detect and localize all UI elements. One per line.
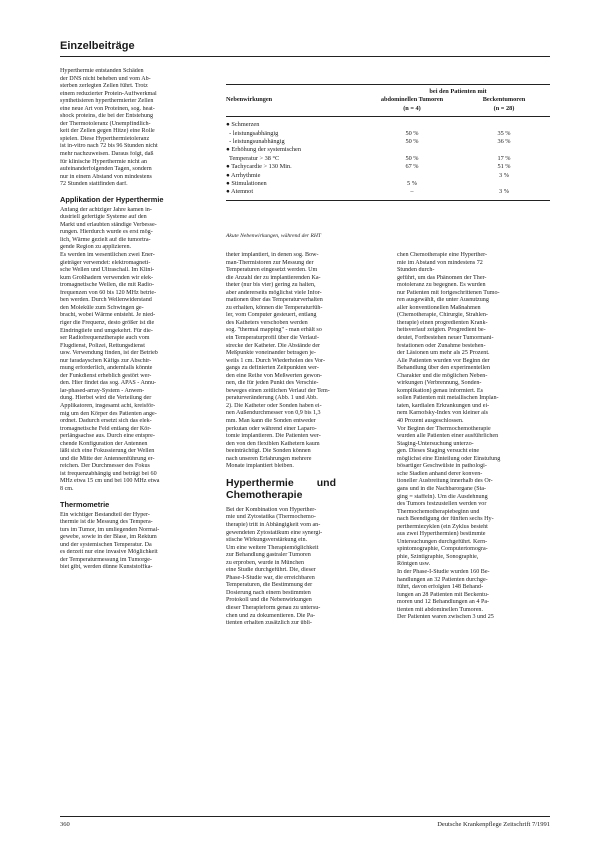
col1-para1 [60,68,213,189]
text-line: aller konventionellen Maßnahmen [397,304,481,311]
text-line: des Katheters verschoben werden [226,319,308,326]
text-line: mationen über das Temperaturverhalten [226,297,323,304]
header-rule [60,56,550,57]
text-line: dieser Therapieform genau zu untersu- [226,604,321,611]
col1-para3 [60,512,213,572]
text-line: läßt sich eine Fokussierung der Wellen [60,448,155,455]
text-line: zu erproben, wurde in München [226,559,305,566]
text-line: Röntgen usw. [397,561,431,568]
table-cell-label: Temperatur > 38 °C [226,154,280,162]
text-line: eine Studie durchgeführt. Die, dieser [226,567,316,574]
text-line: frequenzen von 60 bis 120 MHz betrie- [60,289,157,296]
text-line: mm. Man kann die Sonden entweder [226,418,316,425]
side-effects-table [226,84,550,201]
text-line: sollen Patienten mit metallischen Implan- [397,395,499,402]
table-cell-pelvic: 3 % [499,188,509,196]
text-line: sche Wellen und Ultraschall. Im Klini- [60,267,155,274]
text-line: wirkungen (Verbrennung, Sonden- [397,380,482,387]
text-line: gieträger verwendet: elektromagneti- [60,259,151,266]
col1-para2 [60,207,213,494]
text-line: Eindringtiefe und umgekehrt. Für die- [60,327,153,334]
text-line: der DNS nicht beheben und vom Ab- [60,75,151,82]
text-line: ser Radiofrequenztherapie auch vom [60,335,150,342]
text-line: mehr nachzuweisen. Daraus folgt, daß [60,151,154,158]
text-line: gans und in die Nachbarorgane (Sta- [397,485,487,492]
text-line: chende Konfiguration der Antennen [60,440,148,447]
text-line: man-Thermistoren zur Messung der [226,259,314,266]
text-line: Der Patienten waren zwischen 3 und 25 [397,614,494,621]
text-line: thermie ist die Messung des Tempera- [60,519,153,526]
text-line: aber andererseits möglichst viele Infor- [226,289,322,296]
table-row [226,188,550,196]
text-line: spielen. Diese Hyperthermietoleranz [60,135,150,142]
text-line: (Chemotherapie, Chirurgie, Strahlen- [397,312,488,319]
text-line: Vor Beginn der Thermochemotherapie [397,425,491,432]
text-line: Bei der Kombination von Hyperther- [226,506,317,513]
text-line: tomie implantieren. Die Patienten wer- [226,433,321,440]
table-cell-pelvic [458,121,550,129]
text-line: heitsverlauf zeigten. Progredient be- [397,327,486,334]
text-line: kum Großhadern verwenden wir elek- [60,274,154,281]
col2-para1 [226,252,379,471]
text-line: ist in-vitro nach 72 bis 96 Stunden nicht [60,143,158,150]
text-line: tromagnetische Feld entlang der Kör- [60,425,152,432]
text-line: 8 cm. [60,485,74,492]
text-line: den von den flexiblen Kathetern kaum [226,440,320,447]
text-line: biet gibt, werden dünne Kunststoffka- [60,564,153,571]
table-cell-label: ● Stimulationen [226,180,267,188]
table-cell-abdominal: 5 % [407,180,417,188]
text-line: stische Wirkungsverstärkung ein. [226,537,308,544]
text-line: ein Temperaturprofil über die Verlauf- [226,335,320,342]
table-n-pelvic: (n = 28) [493,104,515,112]
text-line: nur faradayschen Käfigs zur Abschir- [60,357,152,364]
text-line: den Moleküle zum Schwingen ge- [60,304,144,311]
text-line: des Tumors festzustellen werden vor [397,501,487,508]
text-line: sche Stadien anhand derer konven- [397,470,483,477]
text-line: 72 Stunden stattfinden darf. [60,181,128,188]
table-row [226,130,550,138]
text-line: die Anzahl der zu implantierenden Ka- [226,274,321,281]
text-line: Phase-I-Studie war, die erreichbaren [226,574,315,581]
text-line: aus zwei Hyperthermien) bestimmte [397,531,486,538]
column-1 [60,68,213,572]
text-line: perthermiezyklen (ein Zyklus besteht [397,523,488,530]
text-line: ist frequenzabhängig und beträgt bei 60 [60,470,157,477]
text-line: therapie) einen progredienten Krank- [397,319,488,326]
text-line: Untersuchungen durchgeführt. Kern- [397,538,488,545]
table-cell-abdominal: 50 % [405,154,419,162]
text-line: einem reduzierter Protein-Auffwerkmal [60,90,157,97]
text-line: Staging-Untersuchung unterzo- [397,440,474,447]
text-line: und der systemischen Temperatur. Da [60,541,152,548]
text-line: nach Beendigung der fünften sechs Hy- [397,516,494,523]
text-line: der Funkdienst erheblich gestört wer- [60,372,152,379]
text-line: deutet, Fortbestehen neuer Tumormani- [397,335,494,342]
text-line: beweges einen zeitlichen Verlauf der Tem- [226,387,330,394]
text-line: Charakter und die möglichen Neben- [397,372,488,379]
text-line: Ein wichtiger Bestandteil der Hyper- [60,511,150,518]
text-line: lungen an 28 Patienten mit Beckentu- [397,591,489,598]
text-line: keit der Zellen gegen Hitze) eine Rolle [60,128,155,135]
text-line: usw. Verwendung finden, ist der Betrieb [60,350,158,357]
text-line: den. Hier findet das sog. APAS - Annu- [60,380,157,387]
table-cell-pelvic: 17 % [497,154,511,162]
text-line: ordnet. Dadurch ersetzt sich das elek- [60,418,152,425]
text-line: perlängsachse aus. Durch eine entspre- [60,433,155,440]
text-line: der Temperaturmessung im Tumorge- [60,556,152,563]
text-line: nur Patienten mit fortgeschrittenen Tumo- [397,289,500,296]
table-group-header: bei den Patienten mit [429,88,487,95]
table-cell-label: - leistungsabhängig [226,129,279,137]
table-cell-pelvic: 36 % [497,138,511,146]
text-line: tromagnetische Wellen, die mit Radio- [60,282,154,289]
text-line: Meßpunkte voneinander betragen je- [226,350,316,357]
table-cell-abdominal [366,172,458,180]
table-cell-label: ● Tachycardie > 130 Min. [226,163,292,171]
text-line: gewendeten Zytostatikum eine synergi- [226,529,323,536]
text-line: Thermochemotherapiebeginn und [397,508,480,515]
text-line: möglichst eine Einteilung oder Einstufung [397,455,501,462]
column-3 [397,252,550,622]
table-cell-abdominal: 67 % [405,163,419,171]
text-line: ler, vom Computer gesteuert, entlang [226,312,317,319]
text-line: Flugdienst, Polizei, Rettungsdienst [60,342,145,349]
text-line: führt, davon erfolgten 148 Behand- [397,584,484,591]
table-cell-pelvic [458,146,550,154]
col3-para1 [397,252,550,622]
table-cell-abdominal: 50 % [405,129,419,137]
table-cell-abdominal [366,121,458,129]
text-line: für klinische Hyperthermie nicht an [60,158,147,165]
text-line: Um eine weitere Therapiemöglichkeit [226,544,319,551]
text-line: synthetisieren hyperthermierter Zellen [60,98,154,105]
table-caption: Akute Nebenwirkungen, während der RHT [226,233,322,239]
text-line: den eine Reihe von Meßwerten gewon- [226,372,322,379]
col2-para2 [226,507,379,628]
table-header-abdominal: abdominellen Tumoren [380,96,444,104]
table-header-rule [226,116,550,117]
text-line: bracht, wobei Wärme entsteht. Je nied- [60,312,156,319]
text-line: ren ausgewählt, die unter Ausnutzung [397,297,489,304]
text-line: ging = staffeln). Um die Ausdehnung [397,493,488,500]
section-header: Einzelbeiträge [60,40,135,52]
text-line: tienten mit abdominellen Tumoren. [397,606,483,613]
text-line: lich, Wärme gezielt auf die tumortra- [60,236,151,243]
text-line: mig um den Körper des Patienten ange- [60,410,157,417]
text-line: eine neue Art von Proteinen, sog. heat- [60,105,155,112]
text-line: geführt, um das Phänomen der Ther- [397,274,487,281]
text-line: nur in einem Abstand von mindestens [60,173,152,180]
table-cell-pelvic [458,180,550,188]
text-line: sterben zerlegten Zellen führt. Trotz [60,83,148,90]
table-row [226,146,550,154]
table-n-abdominal: (n = 4) [403,104,421,112]
text-line: lar-phased-array-System - Anwen- [60,387,145,394]
text-line: spintomographie, Computertomogra- [397,546,488,553]
text-line: In der Phase-I-Studie wurden 160 Be- [397,568,490,575]
table-row [226,180,550,188]
text-line: ben werden. Durch Wellenwiderstand [60,297,152,304]
text-line: 2). Die Katheter oder Sonden haben ei- [226,402,322,409]
text-line: Hyperthermie entstanden Schäden [60,68,144,74]
table-cell-pelvic: 51 % [497,163,511,171]
table-header-pelvic: Beckentumoren [482,96,526,104]
text-line: dustriell gefertigte Systeme auf den [60,214,147,221]
text-line: taten, kardialen Erkrankungen und ei- [397,402,490,409]
text-line: weils 1 cm. Durch Wiederholen des Vor- [226,357,325,364]
table-cell-label: - leistungsunabhängig [226,138,285,146]
text-line: handlungen an 32 Patienten durchge- [397,576,488,583]
text-line: perkutan oder während einer Laparo- [226,425,317,432]
text-line: bösartiger Geschwülste in pathologi- [397,463,487,470]
text-line: beeinträchtigt. Die Sonden können [226,448,311,455]
text-line: moren und 12 Behandlungen an 4 Pa- [397,599,490,606]
text-line: motoleranz zu begegnen. Es wurden [397,282,486,289]
text-line: Behandlung über den experimentellen [397,365,490,372]
text-line: Anfang der achtziger Jahre kamen in- [60,206,152,213]
text-line: theter implantiert, in denen sog. Bow- [226,252,319,258]
text-line: mung erforderlich, andernfalls könnte [60,365,153,372]
text-line: der Thermotoleranz (Unempfindlich- [60,120,151,127]
text-line: Markt und erlaubten ständige Verbesse- [60,221,157,228]
table-row [226,121,550,129]
text-line: mie und Zytostatika (Thermochemo- [226,514,316,521]
text-line: Temperaturen eingesetzt werden. Um [226,267,318,274]
text-line: chen und zu dokumentieren. Die Pa- [226,612,316,619]
text-line: es derzeit nur eine invasive Möglichkeit [60,549,158,556]
text-line: nen, die für jeden Punkt des Verschie- [226,380,319,387]
text-line: gende Region zu applizieren. [60,244,132,251]
text-line: zur Behandlung gastraler Tumoren [226,552,311,559]
text-line: Monate implantiert bleiben. [226,463,294,470]
text-line: Temperaturen, die Bestimmung der [226,582,313,589]
text-line: turs im Tumor, im umliegenden Normal- [60,526,160,533]
text-line: wurden alle Patienten einer ausführlichen [397,433,499,440]
text-line: Dosierung nach einem bestimmten [226,589,311,596]
heading-thermometry: Thermometrie [60,499,110,509]
text-line: der Läsionen um mehr als 25 Prozent. [397,350,490,357]
table-row [226,172,550,180]
column-2 [226,252,379,628]
text-line: theter (nur bis vier) gering zu halten, [226,282,316,289]
text-line: therapie) tritt in Abhängigkeit vom an- [226,521,321,528]
table-cell-abdominal: – [410,188,414,196]
text-line: Es werden im wesentlichen zwei Ener- [60,252,155,259]
table-row [226,138,550,146]
table-row [226,155,550,163]
text-line: riger die Frequenz, desto größer ist die [60,319,155,326]
text-line: nem Karnofsky-Index von kleiner als [397,410,489,417]
text-line: reichen. Der Durchmesser des Fokus [60,463,150,470]
journal-citation: Deutsche Krankenpflege Zeitschrift 7/1991 [437,821,550,828]
text-line: chen Chemotherapie eine Hyperther- [397,252,488,258]
text-line: sog. "thermal mapping" - man erhält so [226,327,322,334]
table-cell-abdominal: 50 % [405,138,419,146]
text-line: gewebe, sowie in der Blase, im Rektum [60,534,157,541]
text-line: rungen. Hierdurch wurde es erst mög- [60,229,153,236]
text-line: Alle Patienten wurden vor Beginn der [397,357,490,364]
table-body [226,121,550,197]
text-line: gangs zu definierten Zeitpunkten wer- [226,365,319,372]
footer-rule [60,816,550,817]
table-cell-label: ● Erhöhung der systemischen [226,146,301,154]
text-line: Stunden durch- [397,267,435,274]
table-cell-label: ● Arrhythmie [226,171,261,179]
heading-application: Applikation der Hyperthermie [60,194,164,204]
table-header-side-effects: Nebenwirkungen [226,96,273,104]
text-line: strecke der Katheter. Die Abstände der [226,342,321,349]
text-line: MHz etwa 15 cm und bei 100 MHz etwa [60,478,160,485]
text-line: dung. Hierbei wird die Verteilung der [60,395,152,402]
table-bottom-rule [226,200,550,201]
text-line: tienten erhalten zusätzlich zur übli- [226,620,312,627]
page-number: 360 [60,821,70,828]
text-line: tioneller Ausbreitung innerhalb des Or- [397,478,493,485]
text-line: mie im Abstand von mindestens 72 [397,259,483,266]
text-line: shock proteins, die bei der Entstehung [60,113,154,120]
text-line: nen Außendurchmesser von 0,9 bis 1,3 [226,410,321,417]
text-line: phie, Szintigraphie, Sonographie, [397,553,479,560]
text-line: peraturveränderung (Abb. 1 und Abb. [226,395,318,402]
text-line: Protokoll und die Nebenwirkungen [226,597,312,604]
table-cell-pelvic: 3 % [499,171,509,179]
table-top-rule [226,84,550,85]
text-line: Applikatoren, insgesamt acht, kreisför- [60,402,156,409]
table-cell-abdominal [366,146,458,154]
table-cell-label: ● Atemnot [226,188,254,196]
text-line: zu erhalten, können die Temperaturfüh- [226,304,323,311]
table-cell-label: ● Schmerzen [226,121,260,129]
text-line: komplikation) genau informiert. Es [397,387,483,394]
text-line: festationen oder Zunahme bestehen- [397,342,486,349]
text-line: 40 Prozent ausgeschlossen. [397,418,464,425]
text-line: gen. Dieses Staging versucht eine [397,448,480,455]
table-cell-pelvic: 35 % [497,129,511,137]
table-row [226,163,550,171]
heading-chemotherapy: Hyperthermie und Chemotherapie [226,476,336,501]
text-line: aufeinanderfolgenden Tagen, sondern [60,166,152,173]
text-line: und die Mitte der Antennenführung er- [60,455,155,462]
text-line: nach unseren Erfahrungen mehrere [226,455,312,462]
